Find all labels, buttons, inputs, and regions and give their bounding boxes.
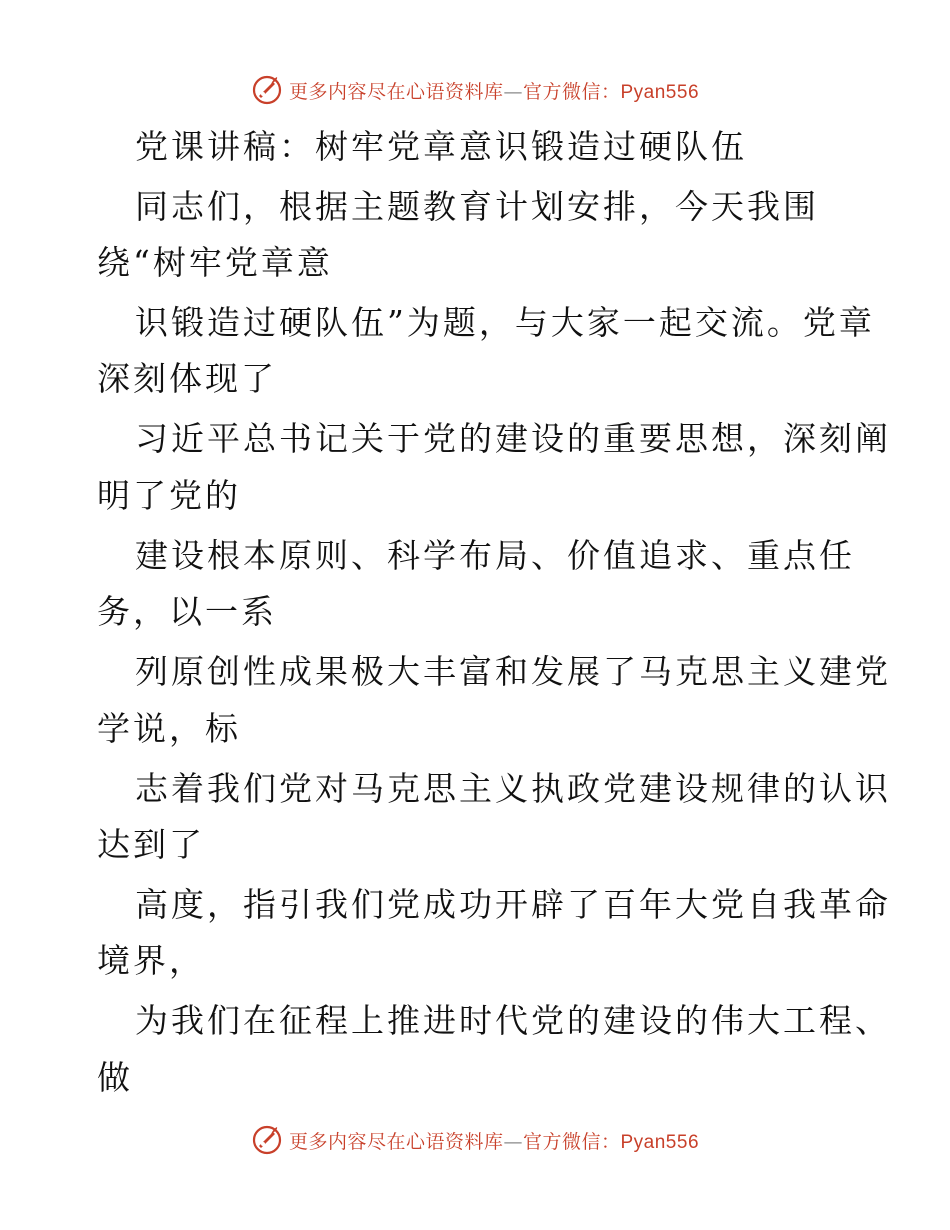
paragraph-line: 同志们，根据主题教育计划安排，今天我围 (135, 187, 819, 226)
header-separator: — (503, 80, 523, 103)
footer-brand-line (289, 1127, 699, 1154)
paragraph-line: 绕“树牢党章意 (97, 243, 333, 282)
footer-wechat-label: 官方微信： (522, 1130, 621, 1153)
footer-wechat-id: Pyan556 (620, 1131, 700, 1153)
paragraph-line: 做 (97, 1058, 133, 1097)
paragraph-line: 明了党的 (97, 476, 241, 515)
footer-separator: — (503, 1130, 523, 1153)
footer-brand-text: 更多内容尽在心语资料库 (288, 1130, 504, 1153)
paragraph-line: 境界， (97, 941, 205, 980)
paragraph-line: 高度，指引我们党成功开辟了百年大党自我革命 (135, 885, 891, 924)
footer-banner (0, 1120, 950, 1160)
header-wechat-label: 官方微信： (522, 80, 621, 103)
paragraph-line: 深刻体现了 (97, 359, 277, 398)
paragraph-line: 识锻造过硬队伍”为题，与大家一起交流。党章 (135, 303, 875, 342)
quill-logo-icon (251, 1124, 283, 1156)
paragraph-line: 志着我们党对马克思主义执政党建设规律的认识 (135, 769, 891, 808)
paragraph-line: 学说，标 (97, 709, 241, 748)
paragraph-line: 达到了 (97, 825, 205, 864)
document-title: 党课讲稿：树牢党章意识锻造过硬队伍 (135, 127, 747, 166)
header-wechat-id: Pyan556 (620, 81, 700, 103)
paragraph-line: 建设根本原则、科学布局、价值追求、重点任 (135, 536, 855, 575)
paragraph-line: 列原创性成果极大丰富和发展了马克思主义建党 (135, 652, 891, 691)
paragraph-line: 为我们在征程上推进时代党的建设的伟大工程、 (135, 1001, 891, 1040)
paragraph-line: 务，以一系 (97, 592, 277, 631)
header-brand-text: 更多内容尽在心语资料库 (288, 80, 504, 103)
paragraph-line: 习近平总书记关于党的建设的重要思想，深刻阐 (135, 419, 891, 458)
